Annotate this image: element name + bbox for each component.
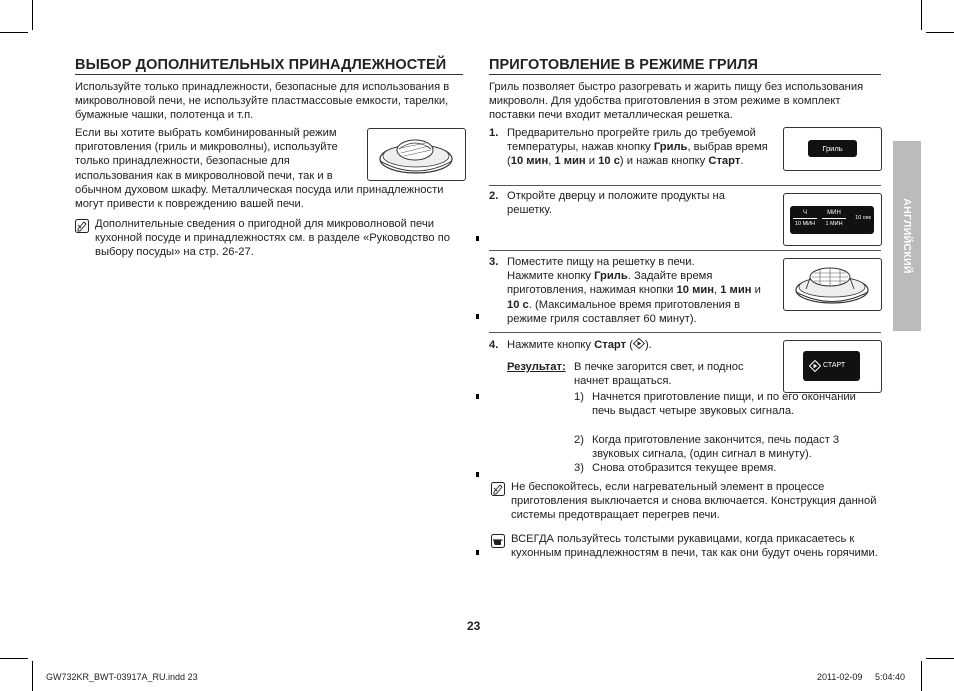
ten-min-button: 10 МИН	[794, 221, 816, 227]
step-divider	[489, 332, 881, 333]
step-divider	[489, 185, 881, 186]
time-buttons-panel	[783, 193, 882, 246]
step-1-text: Предварительно прогрейте гриль до требуемой температуры, нажав кнопку Гриль, выбрав время (10 мин, 1 мин и 10 с) и нажав кнопку Старт.	[507, 127, 768, 168]
left-paragraph-2: Если вы хотите выбрать комбинированный режим приготовления (гриль и микроволны), используйте только принадлежности, безопасные для использования как в микроволновой печи, так и в	[75, 127, 338, 182]
left-section-title: ВЫБОР ДОПОЛНИТЕЛЬНЫХ ПРИНАДЛЕЖНОСТЕЙ	[75, 57, 447, 73]
sub-number: 3)	[574, 462, 584, 474]
step-divider	[489, 250, 881, 251]
crop-mark	[32, 0, 33, 30]
sub-item-text: Снова отобразится текущее время.	[592, 462, 777, 474]
step-2-text: Откройте дверцу и положите продукты на решетку.	[507, 190, 725, 217]
page-number: 23	[467, 619, 481, 633]
result-text: В печке загорится свет, и поднос начнет вращаться.	[574, 361, 744, 388]
sub-item-text: Когда приготовление закончится, печь подаст 3 звуковых сигнала, (один сигнал в минуту).	[592, 434, 840, 461]
left-note-text: Дополнительные сведения о пригодной для микроволновой печи кухонной посуде и принадлежностях см. в разделе «Руководство по выбору посуды» на стр. 26-27.	[95, 218, 450, 259]
step-number: 1.	[489, 127, 499, 139]
margin-mark	[476, 236, 479, 241]
start-label: СТАРТ	[823, 362, 846, 369]
one-min-button: 1 МИН	[825, 221, 843, 227]
margin-mark	[476, 472, 479, 477]
start-icon	[809, 360, 821, 372]
crop-mark	[0, 32, 28, 33]
footer-date: 2011-02-09	[817, 672, 863, 682]
crop-mark	[0, 658, 28, 659]
min-label: МИН	[827, 210, 841, 216]
margin-mark	[476, 314, 479, 319]
title-underline	[75, 74, 463, 75]
grill-rack-illustration	[783, 258, 882, 311]
title-underline	[489, 74, 881, 75]
start-button-panel	[783, 340, 882, 393]
sub-item-text: Начнется приготовление пищи, и по его окончании печь выдаст четыре звуковых сигнала.	[592, 391, 856, 418]
step-number: 2.	[489, 190, 499, 202]
left-paragraph-2-continued: обычном духовом шкафу. Металлическая посуда или принадлежности могут привести к повреждению вашей печи.	[75, 184, 444, 211]
crop-mark	[921, 0, 922, 30]
hour-label: Ч	[803, 210, 807, 216]
right-note-text: Не беспокойтесь, если нагревательный элемент в процессе приготовления выключается и снова включается. Конструкция данной системы предотвращает перегрев печи.	[511, 481, 877, 522]
turntable-illustration	[367, 128, 466, 181]
step-number: 4.	[489, 339, 499, 351]
right-section-title: ПРИГОТОВЛЕНИЕ В РЕЖИМЕ ГРИЛЯ	[489, 57, 759, 73]
crop-mark	[926, 32, 954, 33]
step-4-text: Нажмите кнопку Старт ( ).	[507, 339, 652, 351]
crop-mark	[32, 661, 33, 691]
divider	[793, 218, 817, 219]
divider	[822, 218, 846, 219]
footer-filename: GW732KR_BWT-03917A_RU.indd 23	[46, 672, 198, 682]
turntable-icon	[368, 129, 465, 180]
footer-time: 5:04:40	[875, 672, 906, 682]
sub-number: 2)	[574, 434, 584, 446]
right-intro: Гриль позволяет быстро разогревать и жарить пищу без использования микроволн. Для удобства приготовления в этом режиме в комплект поставки печи входит металлическая решетка.	[489, 81, 864, 122]
start-icon	[633, 338, 645, 349]
language-tab-label: АНГЛИЙСКИЙ	[901, 198, 913, 274]
sec-label: 10 сек	[855, 215, 871, 221]
right-warning-text: ВСЕГДА пользуйтесь толстыми рукавицами, когда прикасаетесь к кухонным принадлежностям в печи, так как они будут очень горячими.	[511, 533, 878, 560]
start-button	[803, 351, 860, 381]
left-paragraph-1: Используйте только принадлежности, безопасные для использования в микроволновой печи, не используйте пластмассовые емкости, тарелки, бумажные чашки, полотенца и т.п.	[75, 81, 450, 122]
margin-mark	[476, 394, 479, 399]
margin-mark	[476, 550, 479, 555]
grill-rack-icon	[784, 259, 881, 310]
time-buttons	[790, 206, 874, 234]
grill-button: Гриль	[808, 140, 857, 157]
step-3-text: Поместите пищу на решетку в печи. Нажмите кнопку Гриль. Задайте время приготовления, нажимая кнопки 10 мин, 1 мин и 10 с. (Максимальное время приготовления в режиме гриля составляет 60 минут).	[507, 256, 761, 325]
step-number: 3.	[489, 256, 499, 268]
sub-number: 1)	[574, 391, 584, 403]
note-icon	[75, 219, 89, 233]
grill-button-panel	[783, 127, 882, 171]
warning-hand-icon	[491, 534, 505, 548]
crop-mark	[921, 661, 922, 691]
result-label: Результат:	[507, 361, 566, 373]
note-icon	[491, 482, 505, 496]
crop-mark	[926, 658, 954, 659]
